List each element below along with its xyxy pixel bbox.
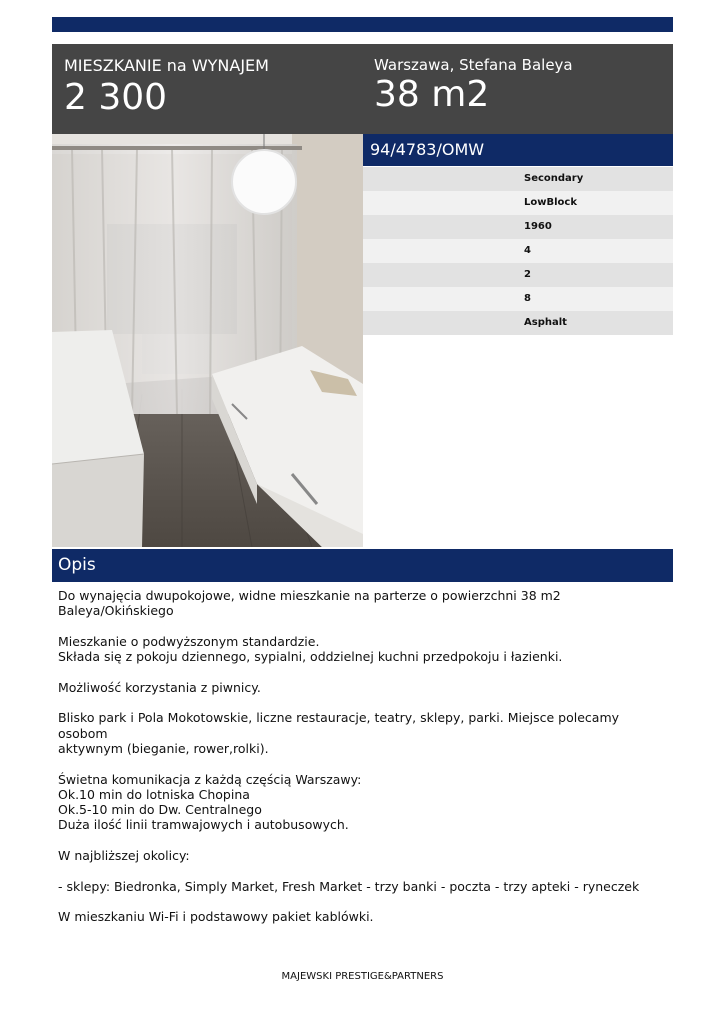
footer-agency: MAJEWSKI PRESTIGE&PARTNERS [281,971,444,982]
description-line: Blisko park i Pola Mokotowskie, liczne restauracje, teatry, sklepy, parki. Miejsce polecamy osobom [58,710,620,741]
listing-area: 38 m2 [374,74,490,115]
property-table [363,167,673,335]
listing-header [52,44,673,134]
description-paragraph [58,634,668,665]
apartment-photo [52,134,363,547]
description-line: Baleya/Okińskiego [58,603,174,619]
description-paragraph [58,680,668,695]
description-line: Możliwość korzystania z piwnicy. [58,679,261,695]
property-value-6: 8 [363,287,673,311]
listing-location: Warszawa, Stefana Baleya [374,56,573,74]
header-right [374,55,573,115]
description-heading: Opis [52,549,673,582]
property-access-road: Asphalt [363,311,673,335]
listing-price: 2 300 [64,77,168,118]
property-year-built: 1960 [363,215,673,239]
property-value-4: 4 [363,239,673,263]
header-left [64,56,269,118]
description-paragraph [58,772,668,833]
description-line: Ok.5-10 min do Dw. Centralnego [58,802,262,818]
description-line: Mieszkanie o podwyższonym standardzie. [58,633,320,649]
property-market: Secondary [363,167,673,191]
description-line: Świetna komunikacja z każdą częścią Warszawy: [58,771,362,787]
property-building-type: LowBlock [363,191,673,215]
listing-type: MIESZKANIE na WYNAJEM [64,56,269,75]
description-line: Składa się z pokoju dziennego, sypialni, oddzielnej kuchni przedpokoju i łazienki. [58,649,563,665]
description-line: W mieszkaniu Wi-Fi i podstawowy pakiet kablówki. [58,909,374,925]
description-body [58,588,668,940]
description-paragraph [58,848,668,863]
reference-number: 94/4783/OMW [363,134,673,166]
description-line: Duża ilość linii tramwajowych i autobusowych. [58,817,349,833]
property-value-5: 2 [363,263,673,287]
top-accent-bar [52,17,673,32]
description-paragraph [58,588,668,619]
description-paragraph [58,909,668,924]
description-line: - sklepy: Biedronka, Simply Market, Fresh Market - trzy banki - poczta - trzy apteki - ryneczek [58,878,640,894]
description-line: Do wynajęcia dwupokojowe, widne mieszkanie na parterze o powierzchni 38 m2 [58,588,561,603]
description-line: Ok.10 min do lotniska Chopina [58,786,250,802]
description-line: W najbliższej okolicy: [58,848,190,864]
description-paragraph [58,879,668,894]
description-line: aktywnym (bieganie, rower,rolki). [58,740,269,756]
description-paragraph [58,710,668,756]
